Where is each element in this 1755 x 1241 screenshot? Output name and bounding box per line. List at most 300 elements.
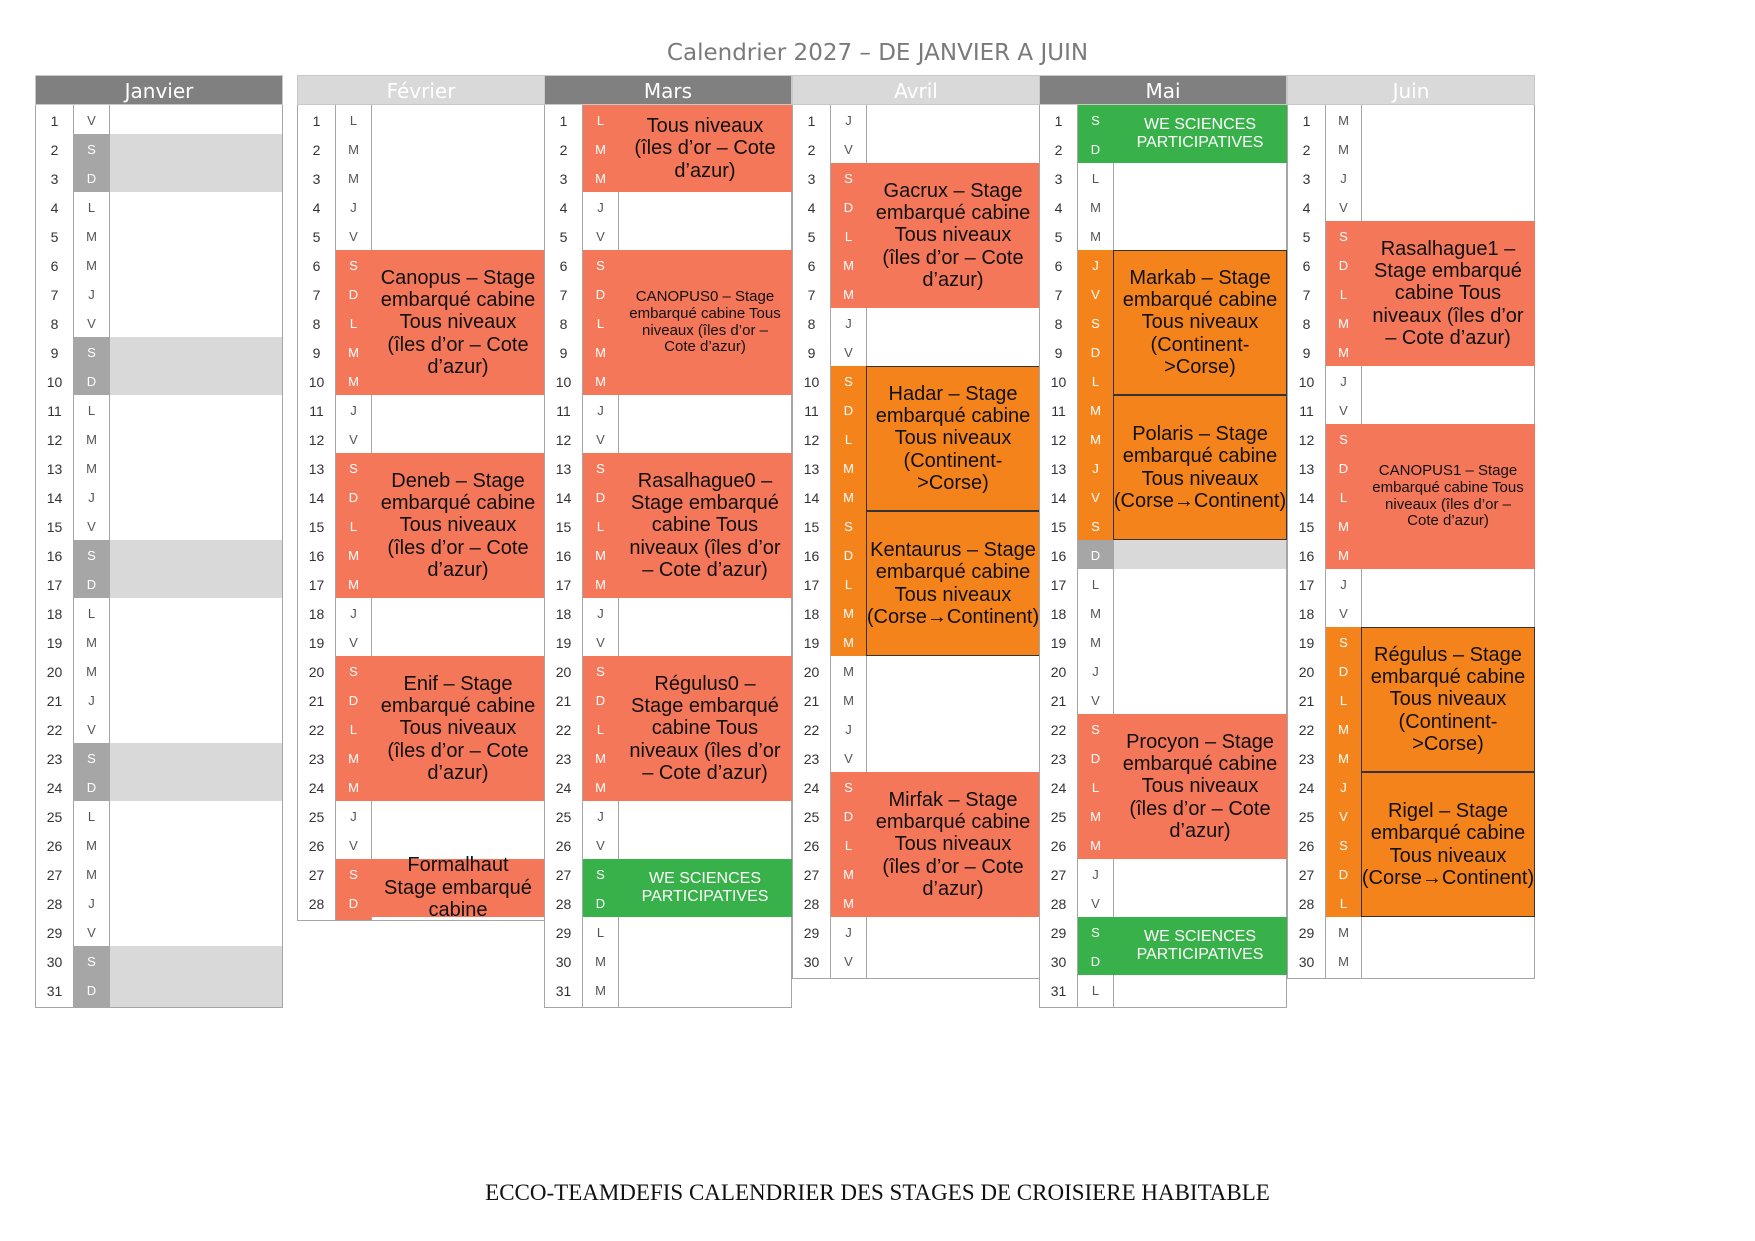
day-number: 23 [1287,743,1326,776]
weekday-letter: M [1077,221,1114,254]
day-number: 18 [792,598,831,631]
weekend-event-block[interactable]: WE SCIENCES PARTICIPATIVES [618,859,792,917]
weekday-letter: S [335,656,372,689]
weekday-letter: D [1325,656,1362,689]
weekday-letter: M [582,540,619,573]
day-number: 12 [1039,424,1078,457]
weekday-letter: M [73,250,110,283]
weekday-letter: M [830,250,867,283]
weekday-letter: D [73,569,110,602]
day-number: 30 [792,946,831,979]
weekday-letter: L [1325,888,1362,921]
day-number: 6 [35,250,74,283]
day-row[interactable] [35,975,283,1008]
weekday-letter: M [73,656,110,689]
day-number: 21 [544,685,583,718]
day-number: 5 [1287,221,1326,254]
weekday-letter: L [1325,482,1362,515]
day-number: 31 [35,975,74,1008]
month-header: Mai [1039,75,1287,105]
stage-event-block[interactable]: Régulus – Stage embarqué cabine Tous niveaux (Continent->Corse) [1361,627,1535,772]
weekday-letter: L [582,714,619,747]
weekday-letter: S [582,859,619,892]
day-content-cell[interactable] [1361,946,1535,979]
weekday-letter: J [73,888,110,921]
day-number: 4 [297,192,336,225]
day-number: 19 [297,627,336,660]
weekday-letter: M [1077,627,1114,660]
day-number: 4 [1287,192,1326,225]
weekday-letter: M [335,337,372,370]
stage-event-block[interactable]: Rasalhague0 – Stage embarqué cabine Tous niveaux (îles d’or – Cote d’azur) [618,453,792,598]
day-number: 4 [792,192,831,225]
weekday-letter: M [73,221,110,254]
day-number: 16 [297,540,336,573]
weekday-letter: J [582,598,619,631]
weekday-letter: J [73,279,110,312]
day-number: 19 [1039,627,1078,660]
weekday-letter: V [1077,888,1114,921]
weekday-letter: M [1077,830,1114,863]
day-number: 6 [792,250,831,283]
weekday-letter: S [73,743,110,776]
day-number: 26 [1287,830,1326,863]
day-number: 2 [1039,134,1078,167]
month-header: Juin [1287,75,1535,105]
day-number: 13 [1039,453,1078,486]
weekday-letter: M [335,540,372,573]
day-number: 7 [297,279,336,312]
day-number: 12 [297,424,336,457]
day-number: 11 [544,395,583,428]
stage-event-block[interactable]: Hadar – Stage embarqué cabine Tous niveaux (Continent->Corse) [866,366,1040,511]
day-number: 24 [297,772,336,805]
day-number: 24 [792,772,831,805]
day-number: 26 [792,830,831,863]
day-number: 20 [792,656,831,689]
day-number: 5 [1039,221,1078,254]
day-number: 16 [1287,540,1326,573]
weekday-letter: L [1325,685,1362,718]
day-number: 8 [544,308,583,341]
weekday-letter: M [73,859,110,892]
weekday-letter: M [830,656,867,689]
day-number: 1 [297,105,336,138]
day-number: 18 [1039,598,1078,631]
day-number: 30 [544,946,583,979]
day-number: 13 [35,453,74,486]
day-row[interactable] [1039,975,1287,1008]
day-number: 4 [1039,192,1078,225]
day-number: 7 [544,279,583,312]
weekday-letter: L [1077,163,1114,196]
stage-event-block[interactable]: Enif – Stage embarqué cabine Tous niveaux (îles d’or – Cote d’azur) [371,656,545,801]
stage-event-block[interactable]: Gacrux – Stage embarqué cabine Tous niveaux (îles d’or – Cote d’azur) [866,163,1040,308]
day-number: 6 [297,250,336,283]
day-number: 26 [35,830,74,863]
weekday-letter: V [73,308,110,341]
weekday-letter: D [335,482,372,515]
weekday-letter: M [582,163,619,196]
stage-event-block[interactable]: Polaris – Stage embarqué cabine Tous niveaux (Corse→Continent) [1113,395,1287,540]
day-number: 13 [297,453,336,486]
weekday-letter: M [335,743,372,776]
day-number: 25 [297,801,336,834]
day-number: 10 [792,366,831,399]
weekday-letter: S [1325,830,1362,863]
day-number: 17 [544,569,583,602]
weekday-letter: M [335,134,372,167]
day-number: 24 [544,772,583,805]
day-number: 27 [1039,859,1078,892]
day-number: 29 [35,917,74,950]
weekday-letter: L [335,714,372,747]
day-number: 23 [792,743,831,776]
weekday-letter: V [335,627,372,660]
day-number: 17 [1039,569,1078,602]
weekday-letter: D [1325,250,1362,283]
weekday-letter: L [830,424,867,457]
day-number: 28 [792,888,831,921]
day-number: 16 [35,540,74,573]
day-number: 29 [1287,917,1326,950]
day-number: 22 [297,714,336,747]
weekday-letter: J [830,714,867,747]
day-number: 15 [297,511,336,544]
day-number: 9 [544,337,583,370]
day-content-cell[interactable] [1113,975,1287,1008]
day-number: 21 [297,685,336,718]
weekday-letter: V [335,221,372,254]
weekday-letter: M [1077,395,1114,428]
day-number: 18 [1287,598,1326,631]
stage-event-block[interactable]: Procyon – Stage embarqué cabine Tous niveaux (îles d’or – Cote d’azur) [1113,714,1287,859]
day-number: 22 [1287,714,1326,747]
day-number: 5 [297,221,336,254]
weekday-letter: V [1325,801,1362,834]
day-number: 18 [35,598,74,631]
weekday-letter: S [1077,714,1114,747]
weekday-letter: M [1077,801,1114,834]
weekday-letter: M [582,772,619,805]
weekday-letter: M [1325,917,1362,950]
weekday-letter: J [335,598,372,631]
weekday-letter: V [73,105,110,138]
weekday-letter: S [1077,308,1114,341]
weekday-letter: M [582,366,619,399]
weekday-letter: M [1325,308,1362,341]
month-header: Mars [544,75,792,105]
weekday-letter: V [582,627,619,660]
weekday-letter: L [73,395,110,428]
stage-event-block[interactable]: Régulus0 – Stage embarqué cabine Tous niveaux (îles d’or – Cote d’azur) [618,656,792,801]
weekday-letter: D [582,279,619,312]
day-number: 17 [35,569,74,602]
day-number: 27 [544,859,583,892]
weekday-letter: D [1077,540,1114,573]
day-number: 23 [297,743,336,776]
weekday-letter: S [73,337,110,370]
weekday-letter: M [582,946,619,979]
day-number: 7 [1039,279,1078,312]
weekday-letter: L [582,511,619,544]
weekday-letter: S [1325,424,1362,457]
weekday-letter: V [830,743,867,776]
day-number: 12 [1287,424,1326,457]
day-content-cell[interactable] [618,975,792,1008]
weekday-letter: S [1077,105,1114,138]
weekday-letter: L [73,192,110,225]
weekday-letter: V [1077,279,1114,312]
day-number: 18 [297,598,336,631]
day-number: 1 [1039,105,1078,138]
weekday-letter: M [830,482,867,515]
stage-event-block[interactable]: Rigel – Stage embarqué cabine Tous niveaux (Corse→Continent) [1361,772,1535,917]
day-number: 3 [544,163,583,196]
day-number: 9 [1287,337,1326,370]
weekday-letter: M [830,453,867,486]
weekday-letter: M [1325,337,1362,370]
day-row[interactable] [792,946,1040,979]
day-number: 19 [544,627,583,660]
stage-event-block[interactable]: Tous niveaux (îles d’or – Cote d’azur) [618,105,792,192]
weekday-letter: L [1077,975,1114,1008]
day-content-cell[interactable] [866,946,1040,979]
weekday-letter: D [1325,859,1362,892]
day-number: 28 [544,888,583,921]
day-number: 10 [35,366,74,399]
day-number: 24 [35,772,74,805]
day-number: 9 [792,337,831,370]
day-number: 3 [1039,163,1078,196]
weekday-letter: L [1077,569,1114,602]
stage-event-block[interactable]: CANOPUS1 – Stage embarqué cabine Tous niveaux (îles d’or – Cote d’azur) [1361,424,1535,569]
weekday-letter: S [73,946,110,979]
weekday-letter: J [1325,163,1362,196]
day-number: 15 [544,511,583,544]
weekday-letter: D [582,482,619,515]
month-header: Février [297,75,545,105]
day-number: 14 [1039,482,1078,515]
day-number: 30 [1039,946,1078,979]
weekday-letter: D [582,888,619,921]
day-number: 20 [1039,656,1078,689]
weekend-event-block[interactable]: WE SCIENCES PARTICIPATIVES [1113,105,1287,163]
weekend-event-block[interactable]: WE SCIENCES PARTICIPATIVES [1113,917,1287,975]
stage-event-block[interactable]: Formalhaut Stage embarqué cabine [371,859,545,917]
day-number: 28 [297,888,336,921]
day-content-cell[interactable] [109,975,283,1008]
weekday-letter: V [1077,482,1114,515]
day-number: 27 [35,859,74,892]
day-number: 19 [1287,627,1326,660]
day-number: 3 [35,163,74,196]
day-number: 14 [1287,482,1326,515]
day-row[interactable] [544,975,792,1008]
stage-event-block[interactable]: Kentaurus – Stage embarqué cabine Tous niveaux (Corse→Continent) [866,511,1040,656]
weekday-letter: M [1077,192,1114,225]
weekday-letter: J [582,395,619,428]
weekday-letter: J [1077,656,1114,689]
day-number: 16 [544,540,583,573]
weekday-letter: D [1077,134,1114,167]
day-number: 1 [544,105,583,138]
weekday-letter: D [830,395,867,428]
weekday-letter: M [1077,424,1114,457]
weekday-letter: M [830,279,867,312]
weekday-letter: J [1325,366,1362,399]
weekday-letter: M [1325,540,1362,573]
weekday-letter: S [335,250,372,283]
stage-event-block[interactable]: Deneb – Stage embarqué cabine Tous niveaux (îles d’or – Cote d’azur) [371,453,545,598]
weekday-letter: D [73,366,110,399]
day-number: 20 [297,656,336,689]
weekday-letter: J [1077,250,1114,283]
weekday-letter: V [582,830,619,863]
weekday-letter: J [73,685,110,718]
weekday-letter: L [73,801,110,834]
day-number: 9 [297,337,336,370]
weekday-letter: J [830,308,867,341]
weekday-letter: M [73,627,110,660]
weekday-letter: L [830,221,867,254]
day-number: 27 [1287,859,1326,892]
day-number: 12 [35,424,74,457]
day-number: 11 [1287,395,1326,428]
day-number: 3 [297,163,336,196]
weekday-letter: D [830,540,867,573]
weekday-letter: V [1325,598,1362,631]
month-header: Avril [792,75,1040,105]
weekday-letter: S [830,511,867,544]
day-number: 7 [792,279,831,312]
weekday-letter: M [582,337,619,370]
weekday-letter: S [335,453,372,486]
day-number: 22 [35,714,74,747]
weekday-letter: D [73,163,110,196]
weekday-letter: S [830,163,867,196]
weekday-letter: V [830,134,867,167]
day-number: 20 [1287,656,1326,689]
day-number: 25 [35,801,74,834]
day-number: 28 [35,888,74,921]
day-number: 20 [544,656,583,689]
weekday-letter: S [73,134,110,167]
weekday-letter: J [830,917,867,950]
day-number: 19 [35,627,74,660]
day-number: 23 [544,743,583,776]
day-number: 1 [35,105,74,138]
day-number: 7 [35,279,74,312]
weekday-letter: D [335,279,372,312]
day-number: 13 [1287,453,1326,486]
weekday-letter: D [1077,743,1114,776]
day-number: 14 [792,482,831,515]
day-number: 2 [792,134,831,167]
day-number: 5 [792,221,831,254]
day-number: 13 [544,453,583,486]
weekday-letter: M [1325,105,1362,138]
day-number: 6 [544,250,583,283]
stage-event-block[interactable]: CANOPUS0 – Stage embarqué cabine Tous niveaux (îles d’or – Cote d’azur) [618,250,792,395]
day-number: 25 [1287,801,1326,834]
weekday-letter: L [1077,772,1114,805]
weekday-letter: S [73,540,110,573]
weekday-letter: M [1325,946,1362,979]
day-number: 8 [1287,308,1326,341]
day-number: 26 [297,830,336,863]
day-number: 23 [1039,743,1078,776]
page-footer: ECCO-TEAMDEFIS CALENDRIER DES STAGES DE CROISIERE HABITABLE [485,1180,1270,1205]
weekday-letter: J [1077,453,1114,486]
day-number: 27 [792,859,831,892]
weekday-letter: L [335,105,372,138]
day-number: 25 [544,801,583,834]
day-number: 16 [792,540,831,573]
day-number: 6 [1039,250,1078,283]
stage-event-block[interactable]: Rasalhague1 – Stage embarqué cabine Tous niveaux (îles d’or – Cote d’azur) [1361,221,1535,366]
day-number: 12 [544,424,583,457]
day-row[interactable] [1287,946,1535,979]
day-number: 10 [544,366,583,399]
day-number: 9 [35,337,74,370]
day-number: 2 [1287,134,1326,167]
stage-event-block[interactable]: Markab – Stage embarqué cabine Tous niveaux (Continent->Corse) [1113,250,1287,395]
weekday-letter: L [335,511,372,544]
weekday-letter: S [582,656,619,689]
weekday-letter: M [582,569,619,602]
weekday-letter: J [582,192,619,225]
weekday-letter: D [830,192,867,225]
weekday-letter: M [1325,511,1362,544]
day-number: 21 [1039,685,1078,718]
day-number: 11 [297,395,336,428]
weekday-letter: L [1077,366,1114,399]
stage-event-block[interactable]: Canopus – Stage embarqué cabine Tous niveaux (îles d’or – Cote d’azur) [371,250,545,395]
weekday-letter: S [335,859,372,892]
weekday-letter: V [73,511,110,544]
weekday-letter: S [582,250,619,283]
day-number: 14 [297,482,336,515]
weekday-letter: J [582,801,619,834]
day-number: 2 [544,134,583,167]
day-number: 8 [35,308,74,341]
day-number: 11 [792,395,831,428]
weekday-letter: M [582,975,619,1008]
weekday-letter: M [1325,714,1362,747]
weekday-letter: V [830,337,867,370]
weekday-letter: V [1325,192,1362,225]
day-number: 5 [35,221,74,254]
day-number: 12 [792,424,831,457]
weekday-letter: S [830,366,867,399]
day-number: 22 [544,714,583,747]
day-number: 17 [1287,569,1326,602]
day-number: 15 [1039,511,1078,544]
day-number: 15 [792,511,831,544]
day-number: 9 [1039,337,1078,370]
weekday-letter: D [1077,946,1114,979]
weekday-letter: D [335,685,372,718]
day-number: 1 [792,105,831,138]
weekday-letter: L [582,105,619,138]
stage-event-block[interactable]: Mirfak – Stage embarqué cabine Tous niveaux (îles d’or – Cote d’azur) [866,772,1040,917]
weekday-letter: V [1325,395,1362,428]
day-number: 26 [1039,830,1078,863]
weekday-letter: L [582,917,619,950]
weekday-letter: M [1325,743,1362,776]
day-number: 15 [35,511,74,544]
